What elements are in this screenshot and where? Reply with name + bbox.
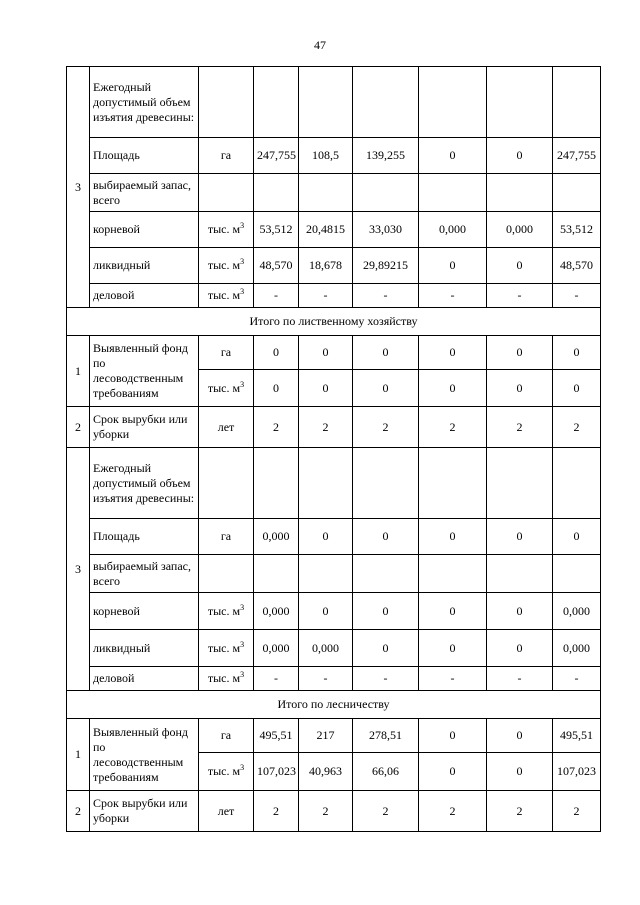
value-cell: 0 bbox=[487, 336, 553, 370]
value-cell: 0,000 bbox=[553, 630, 601, 667]
value-cell: 0 bbox=[419, 370, 487, 407]
value-cell: 0 bbox=[419, 753, 487, 791]
value-cell: 48,570 bbox=[553, 248, 601, 284]
value-cell: 53,512 bbox=[254, 212, 299, 248]
annual-volume-label: Ежегодный допустимый объем изъятия древесины: bbox=[90, 67, 199, 138]
row-number: 3 bbox=[67, 67, 90, 308]
value-cell: - bbox=[553, 284, 601, 308]
value-cell: 0 bbox=[487, 519, 553, 555]
value-cell: 0 bbox=[299, 336, 353, 370]
value-cell: 2 bbox=[487, 791, 553, 832]
value-cell: 33,030 bbox=[353, 212, 419, 248]
stock-total-label: выбираемый запас, всего bbox=[90, 555, 199, 593]
value-cell: 0 bbox=[419, 519, 487, 555]
term-label: Срок вырубки или уборки bbox=[90, 407, 199, 448]
value-cell: 0 bbox=[419, 336, 487, 370]
value-cell: 0 bbox=[419, 593, 487, 630]
unit-cell: тыс. $м^3$ bbox=[199, 248, 254, 284]
value-cell: 107,023 bbox=[553, 753, 601, 791]
business-label: деловой bbox=[90, 667, 199, 691]
unit-cell: тыс. $м^3$ bbox=[199, 212, 254, 248]
value-cell: 0 bbox=[419, 719, 487, 753]
value-cell: 139,255 bbox=[353, 138, 419, 174]
table-row bbox=[67, 138, 601, 174]
term-label: Срок вырубки или уборки bbox=[90, 791, 199, 832]
value-cell: 0 bbox=[353, 336, 419, 370]
value-cell: 2 bbox=[553, 407, 601, 448]
value-cell: - bbox=[419, 667, 487, 691]
liquid-label: ликвидный bbox=[90, 630, 199, 667]
section-header-row bbox=[67, 691, 601, 719]
liquid-label: ликвидный bbox=[90, 248, 199, 284]
stock-total-label: выбираемый запас, всего bbox=[90, 174, 199, 212]
forest-volume-table bbox=[66, 66, 601, 832]
unit-cell: тыс. $м^3$ bbox=[199, 667, 254, 691]
value-cell: - bbox=[553, 667, 601, 691]
value-cell: 0 bbox=[353, 519, 419, 555]
value-cell: 2 bbox=[254, 407, 299, 448]
table-row bbox=[67, 630, 601, 667]
table-row bbox=[67, 212, 601, 248]
business-label: деловой bbox=[90, 284, 199, 308]
value-cell: 495,51 bbox=[254, 719, 299, 753]
page-number: 47 bbox=[314, 38, 326, 52]
value-cell: 107,023 bbox=[254, 753, 299, 791]
row-number: 1 bbox=[67, 336, 90, 407]
value-cell: 53,512 bbox=[553, 212, 601, 248]
fund-label: Выявленный фонд по лесоводственным требованиям bbox=[90, 719, 199, 791]
value-cell: 2 bbox=[419, 407, 487, 448]
table-row bbox=[67, 407, 601, 448]
table-row bbox=[67, 519, 601, 555]
value-cell: 0 bbox=[487, 593, 553, 630]
value-cell: 0 bbox=[353, 370, 419, 407]
value-cell: 0 bbox=[254, 370, 299, 407]
table-row bbox=[67, 248, 601, 284]
unit-cell: га bbox=[199, 336, 254, 370]
value-cell: 0 bbox=[353, 593, 419, 630]
value-cell: 0 bbox=[299, 370, 353, 407]
unit-cell: га bbox=[199, 138, 254, 174]
value-cell: 0,000 bbox=[254, 630, 299, 667]
value-cell: 0 bbox=[299, 593, 353, 630]
value-cell: 29,89215 bbox=[353, 248, 419, 284]
row-number: 3 bbox=[67, 448, 90, 691]
fund-label: Выявленный фонд по лесоводственным требованиям bbox=[90, 336, 199, 407]
row-number: 2 bbox=[67, 791, 90, 832]
value-cell: 217 bbox=[299, 719, 353, 753]
table-row bbox=[67, 555, 601, 593]
value-cell: - bbox=[353, 284, 419, 308]
value-cell: 2 bbox=[419, 791, 487, 832]
area-label: Площадь bbox=[90, 519, 199, 555]
value-cell: - bbox=[353, 667, 419, 691]
value-cell: 0 bbox=[487, 370, 553, 407]
value-cell: 0 bbox=[419, 138, 487, 174]
table-row bbox=[67, 67, 601, 138]
unit-cell: тыс. $м^3$ bbox=[199, 630, 254, 667]
table-row bbox=[67, 448, 601, 519]
row-number: 2 bbox=[67, 407, 90, 448]
value-cell: 0,000 bbox=[419, 212, 487, 248]
table-row bbox=[67, 791, 601, 832]
value-cell: 108,5 bbox=[299, 138, 353, 174]
value-cell: 0 bbox=[553, 370, 601, 407]
section-title: Итого по лиственному хозяйству bbox=[67, 308, 601, 336]
value-cell: - bbox=[299, 284, 353, 308]
value-cell: 0 bbox=[553, 519, 601, 555]
unit-cell: лет bbox=[199, 407, 254, 448]
value-cell: 2 bbox=[487, 407, 553, 448]
value-cell: - bbox=[487, 667, 553, 691]
value-cell: 2 bbox=[353, 407, 419, 448]
value-cell: 0 bbox=[419, 248, 487, 284]
value-cell: 0 bbox=[353, 630, 419, 667]
value-cell: 2 bbox=[299, 407, 353, 448]
value-cell: 0 bbox=[487, 248, 553, 284]
table-row bbox=[67, 719, 601, 753]
value-cell: 0,000 bbox=[487, 212, 553, 248]
unit-cell: тыс. $м^3$ bbox=[199, 593, 254, 630]
value-cell: 2 bbox=[553, 791, 601, 832]
value-cell: 2 bbox=[353, 791, 419, 832]
root-label: корневой bbox=[90, 212, 199, 248]
value-cell: 495,51 bbox=[553, 719, 601, 753]
table-row bbox=[67, 593, 601, 630]
annual-volume-label: Ежегодный допустимый объем изъятия древесины: bbox=[90, 448, 199, 519]
value-cell: 0,000 bbox=[299, 630, 353, 667]
value-cell: 0 bbox=[487, 753, 553, 791]
value-cell: - bbox=[487, 284, 553, 308]
value-cell: - bbox=[419, 284, 487, 308]
unit-cell: тыс. $м^3$ bbox=[199, 284, 254, 308]
value-cell: 0 bbox=[254, 336, 299, 370]
unit-cell: лет bbox=[199, 791, 254, 832]
value-cell: 20,4815 bbox=[299, 212, 353, 248]
value-cell: 0,000 bbox=[254, 593, 299, 630]
value-cell: 247,755 bbox=[553, 138, 601, 174]
value-cell: 0 bbox=[487, 138, 553, 174]
value-cell: 40,963 bbox=[299, 753, 353, 791]
value-cell: 0 bbox=[553, 336, 601, 370]
unit-cell: га bbox=[199, 519, 254, 555]
value-cell: 0 bbox=[419, 630, 487, 667]
value-cell: 0 bbox=[487, 719, 553, 753]
value-cell: - bbox=[299, 667, 353, 691]
root-label: корневой bbox=[90, 593, 199, 630]
value-cell: 278,51 bbox=[353, 719, 419, 753]
value-cell: 0 bbox=[299, 519, 353, 555]
value-cell: 0 bbox=[487, 630, 553, 667]
table-row bbox=[67, 284, 601, 308]
row-number: 1 bbox=[67, 719, 90, 791]
value-cell: 48,570 bbox=[254, 248, 299, 284]
value-cell: 2 bbox=[299, 791, 353, 832]
section-header-row bbox=[67, 308, 601, 336]
unit-cell: тыс. $м^3$ bbox=[199, 753, 254, 791]
value-cell: - bbox=[254, 667, 299, 691]
value-cell: 2 bbox=[254, 791, 299, 832]
unit-cell: тыс. $м^3$ bbox=[199, 370, 254, 407]
value-cell: - bbox=[254, 284, 299, 308]
table-row bbox=[67, 174, 601, 212]
value-cell: 247,755 bbox=[254, 138, 299, 174]
table-row bbox=[67, 336, 601, 370]
table-row bbox=[67, 667, 601, 691]
value-cell: 0,000 bbox=[553, 593, 601, 630]
value-cell: 18,678 bbox=[299, 248, 353, 284]
section-title: Итого по лесничеству bbox=[67, 691, 601, 719]
value-cell: 66,06 bbox=[353, 753, 419, 791]
value-cell: 0,000 bbox=[254, 519, 299, 555]
area-label: Площадь bbox=[90, 138, 199, 174]
unit-cell: га bbox=[199, 719, 254, 753]
